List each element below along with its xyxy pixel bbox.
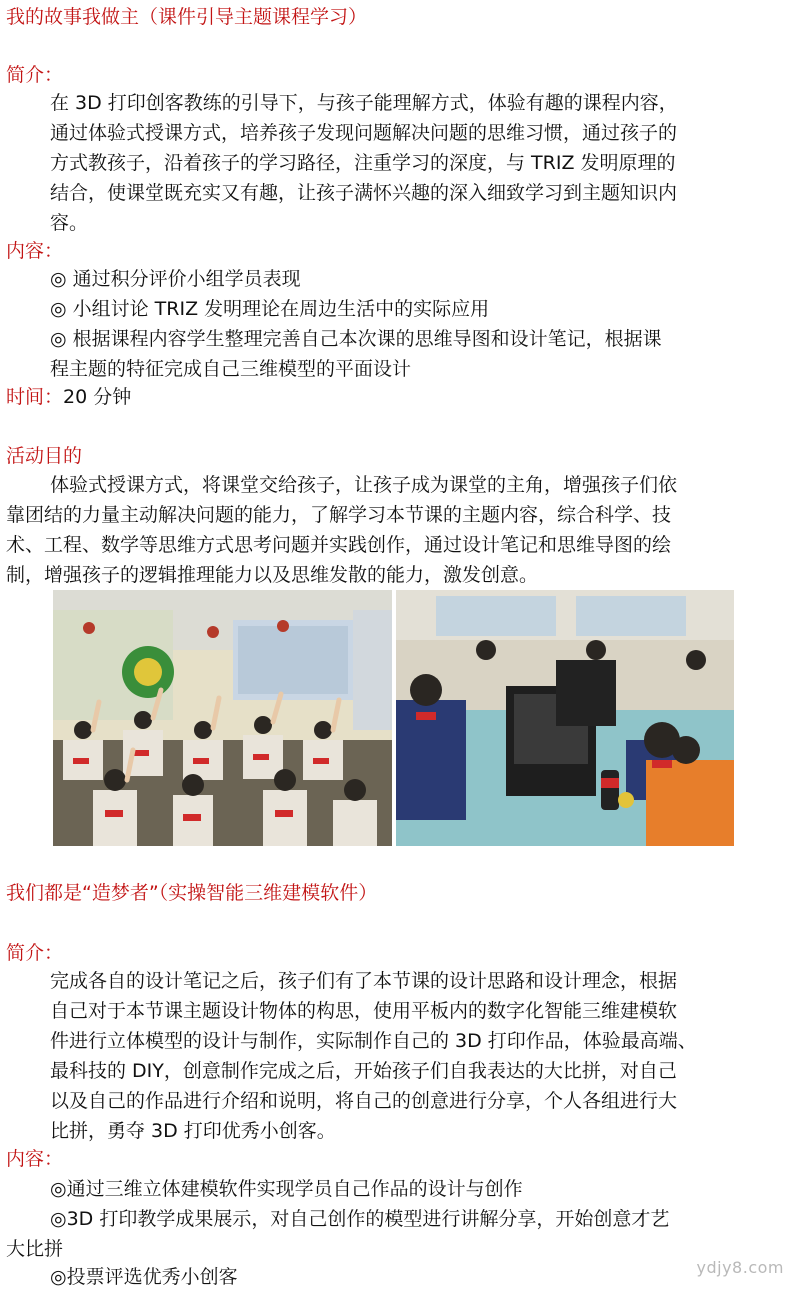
section2-intro-line: 自己对于本节课主题设计物体的构思，使用平板内的数字化智能三维建模软 — [50, 1000, 678, 1022]
purpose-line: 制，增强孩子的逻辑推理能力以及思维发散的能力，激发创意。 — [6, 564, 539, 586]
section1-content-item: ◎ 小组讨论 TRIZ 发明理论在周边生活中的实际应用 — [50, 298, 490, 320]
purpose-line: 术、工程、数学等思维方式思考问题并实践创作，通过设计笔记和思维导图的绘 — [6, 534, 672, 556]
section2-content-item: ◎3D 打印教学成果展示，对自己创作的模型进行讲解分享，开始创意才艺 — [50, 1208, 670, 1230]
3d-printer-photo — [396, 590, 734, 846]
section1-content-item: ◎ 根据课程内容学生整理完善自己本次课的思维导图和设计笔记，根据课 — [50, 328, 662, 350]
section2-content-item: 大比拼 — [6, 1238, 64, 1260]
purpose-line: 体验式授课方式，将课堂交给孩子，让孩子成为课堂的主角，增强孩子们依 — [50, 474, 678, 496]
purpose-heading: 活动目的 — [6, 445, 83, 467]
watermark: ydjy8.com — [696, 1258, 784, 1277]
classroom-photo — [53, 590, 392, 846]
section2-intro-line: 最科技的 DIY，创意制作完成之后，开始孩子们自我表达的大比拼，对自己 — [50, 1060, 677, 1082]
section1-intro-line: 在 3D 打印创客教练的引导下，与孩子能理解方式，体验有趣的课程内容， — [50, 92, 678, 114]
section2-intro-line: 以及自己的作品进行介绍和说明，将自己的创意进行分享，个人各组进行大 — [50, 1090, 678, 1112]
section2-content-label: 内容： — [6, 1148, 64, 1170]
section2-content-item: ◎投票评选优秀小创客 — [50, 1266, 238, 1288]
section2-intro-label: 简介： — [6, 942, 64, 964]
time-value: 20 分钟 — [63, 386, 132, 408]
section2-intro-line: 完成各自的设计笔记之后，孩子们有了本节课的设计思路和设计理念，根据 — [50, 970, 678, 992]
section2-intro-line: 比拼，勇夺 3D 打印优秀小创客。 — [50, 1120, 336, 1142]
3d-printer-photo-illustration — [396, 590, 734, 846]
section1-time — [6, 382, 131, 412]
section1-content-item: ◎ 通过积分评价小组学员表现 — [50, 268, 301, 290]
section1-intro-line: 方式教孩子，沿着孩子的学习路径，注重学习的深度，与 TRIZ 发明原理的 — [50, 152, 676, 174]
section1-content-label: 内容： — [6, 240, 64, 262]
time-label: 时间： — [6, 386, 64, 408]
section1-content-item: 程主题的特征完成自己三维模型的平面设计 — [50, 358, 412, 380]
section1-intro-line: 容。 — [50, 212, 89, 234]
section2-title: 我们都是“造梦者”（实操智能三维建模软件） — [6, 882, 378, 904]
section2-content-item: ◎通过三维立体建模软件实现学员自己作品的设计与创作 — [50, 1178, 523, 1200]
classroom-photo-illustration — [53, 590, 392, 846]
section1-intro-line: 通过体验式授课方式，培养孩子发现问题解决问题的思维习惯，通过孩子的 — [50, 122, 678, 144]
section1-intro-label: 简介： — [6, 64, 64, 86]
section2-intro-line: 件进行立体模型的设计与制作，实际制作自己的 3D 打印作品，体验最高端、 — [50, 1030, 697, 1052]
section1-title: 我的故事我做主（课件引导主题课程学习） — [6, 6, 368, 28]
purpose-line: 靠团结的力量主动解决问题的能力，了解学习本节课的主题内容，综合科学、技 — [6, 504, 672, 526]
section1-intro-line: 结合，使课堂既充实又有趣，让孩子满怀兴趣的深入细致学习到主题知识内 — [50, 182, 678, 204]
